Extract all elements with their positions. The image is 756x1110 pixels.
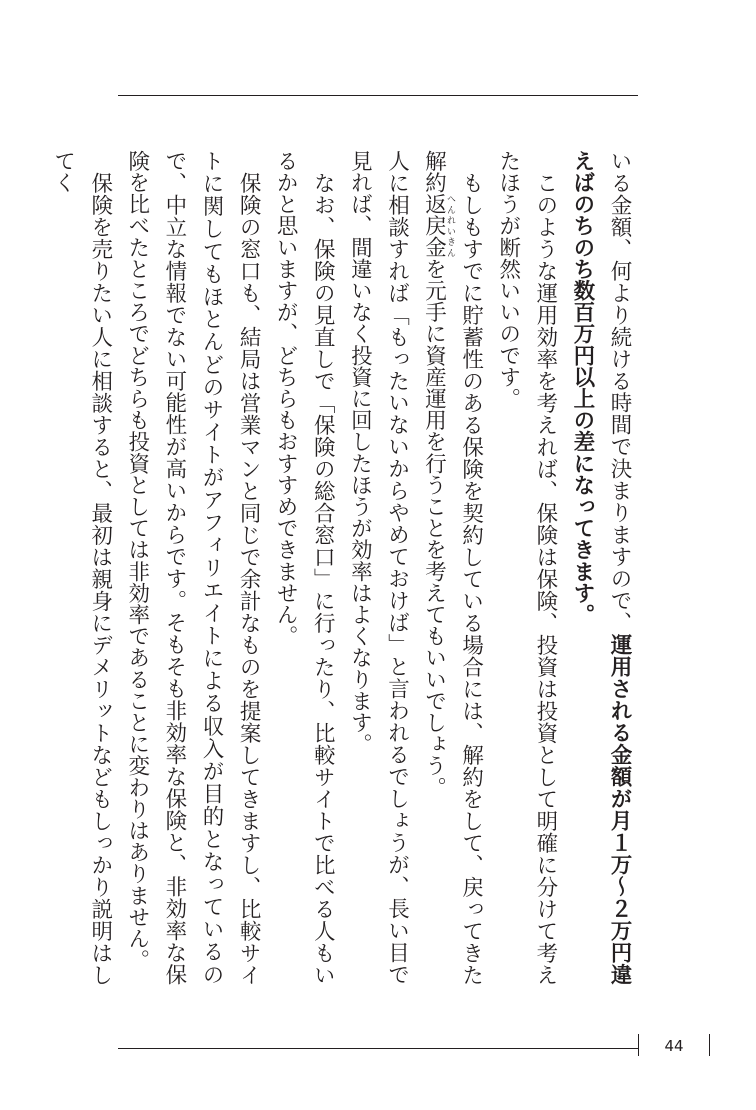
paragraph-1	[564, 150, 638, 985]
paragraph-2-text: このような運用効率を考えれば、保険は保険、投資は投資として明確に分けて考えたほうが断然いいのです。	[495, 150, 558, 985]
top-rule	[118, 95, 638, 96]
ruby-reading: へんれいきん	[445, 193, 456, 258]
paragraph-3	[415, 150, 489, 985]
paragraph-5-text: なお、保険の見直しで「保険の総合窓口」に行ったり、比較サイトで比べる人もいるかと思いますが、どちらもおすすめできません。	[273, 150, 336, 985]
furigana-henreikin	[421, 193, 456, 259]
folio-divider-right	[709, 1034, 710, 1056]
paragraph-6	[119, 150, 267, 985]
body-text	[50, 150, 638, 985]
page-number: 44	[664, 1037, 684, 1055]
paragraph-1-text: いる金額、何より続ける時間で決まりますので、	[607, 150, 632, 634]
paragraph-2	[490, 150, 564, 985]
paragraph-4-text: 人に相談すれば「もったいないからやめておけば」と言われるでしょうが、長い目で見れば、間違いなく投資に回したほうが効率はよくなります。	[347, 150, 410, 985]
paragraph-7-text: 保険を売りたい人に相談すると、最初は親身にデメリットなどもしっかり説明はしてく	[50, 150, 113, 985]
paragraph-7	[45, 150, 119, 985]
paragraph-1-emphasis: 運用される金額が月１万〜２万円違えばのちのち数百万円以上の差になってきます。	[569, 150, 632, 985]
paragraph-3-text-a: もしもすでに貯蓄性のある保険を契約している場合には、解約をして、戻ってきた解約	[421, 150, 484, 985]
folio-divider-left	[638, 1034, 639, 1056]
bottom-rule	[118, 1048, 638, 1049]
ruby-base: 返戻金	[421, 193, 447, 259]
paragraph-3-text-b: を元手に資産運用を行うことを考えてもいいでしょう。	[421, 258, 447, 799]
paragraph-5	[267, 150, 341, 985]
paragraph-6-text: 保険の窓口も、結局は営業マンと同じで余計なものを提案してきますし、比較サイトに関してもほとんどのサイトがアフィリエイトによる収入が目的となっているので、中立な情報でない可能性が高いからです。そもそも非効率な保険と、非効率な保険を比べたところでどちらも投資としては非効率であることに変わりはありません。	[124, 150, 262, 985]
paragraph-4	[341, 150, 415, 985]
